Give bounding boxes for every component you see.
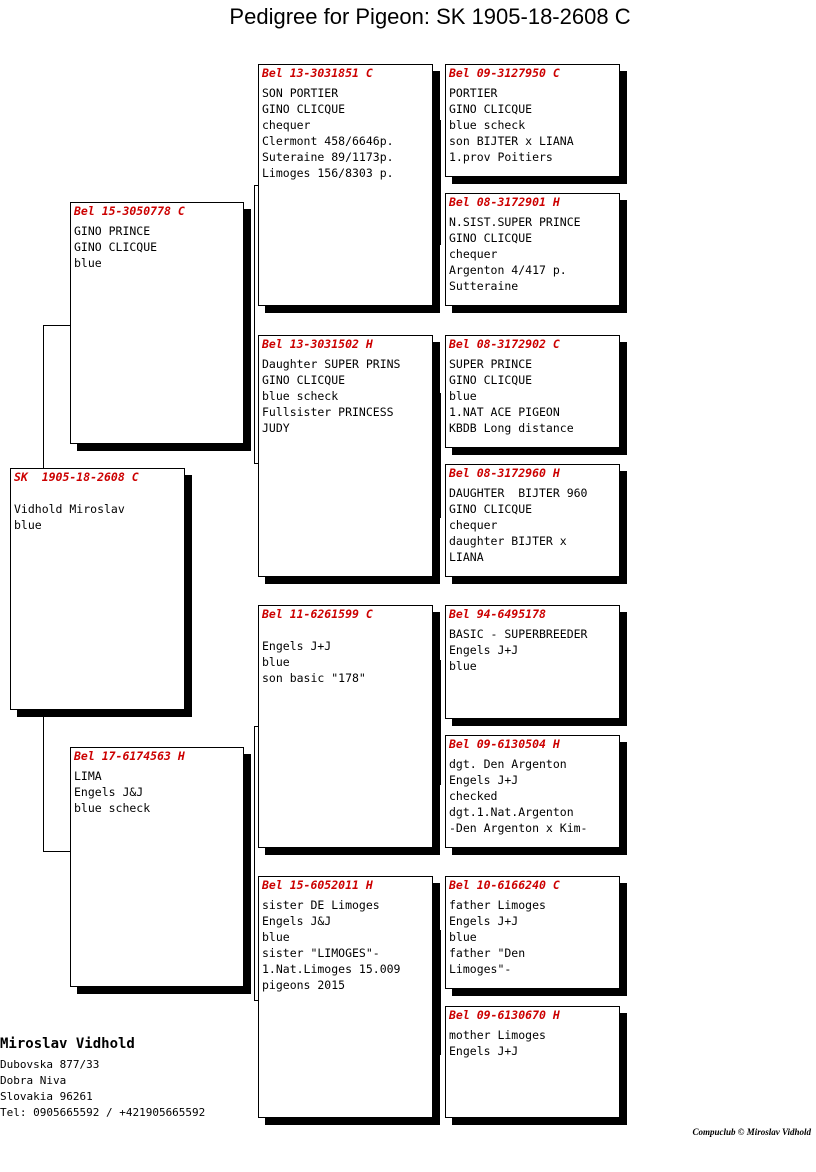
page-title: Pedigree for Pigeon: SK 1905-18-2608 C <box>229 4 631 29</box>
owner-address-line: Dubovska 877/33 <box>0 1058 100 1071</box>
pigeon-info-line: son basic "178" <box>262 671 366 685</box>
pigeon-info-line: Engels J&J <box>262 914 332 928</box>
subject-pigeon-card <box>10 468 185 710</box>
ring-number: Bel 15-6052011 H <box>262 878 373 892</box>
pigeon-info-line: chequer <box>449 518 498 532</box>
pigeon-info-line: Vidhold Miroslav <box>14 502 125 516</box>
grandparent-card <box>258 64 433 306</box>
pigeon-info-line: 1.prov Poitiers <box>449 150 553 164</box>
pigeon-info-line: Engels J+J <box>449 773 519 787</box>
pigeon-info-line: blue <box>449 930 477 944</box>
ring-number: Bel 09-3127950 C <box>449 66 560 80</box>
pigeon-info-line: Limoges"- <box>449 962 512 976</box>
pigeon-info-line: blue scheck <box>74 801 151 815</box>
pigeon-info-line: GINO CLICQUE <box>449 502 533 516</box>
connector-line <box>254 185 255 463</box>
great-grandparent-card <box>445 464 620 577</box>
pigeon-info-line: blue scheck <box>262 389 339 403</box>
owner-phone: Tel: 0905665592 / +421905665592 <box>0 1106 206 1119</box>
pigeon-info-line: blue <box>74 256 102 270</box>
connector-line <box>43 325 70 326</box>
great-grandparent-card <box>445 335 620 448</box>
pigeon-info-line: blue scheck <box>449 118 526 132</box>
pigeon-info-line: chequer <box>449 247 498 261</box>
connector-line <box>43 715 44 851</box>
grandparent-card <box>258 876 433 1118</box>
connector-line <box>440 120 441 245</box>
pigeon-info-line: checked <box>449 789 498 803</box>
pigeon-info-line: KBDB Long distance <box>449 421 574 435</box>
pigeon-info-line: GINO PRINCE <box>74 224 151 238</box>
ring-number: Bel 10-6166240 C <box>449 878 560 892</box>
ring-number: Bel 13-3031851 C <box>262 66 373 80</box>
pigeon-info-line: Engels J+J <box>262 639 332 653</box>
connector-line <box>440 393 441 518</box>
great-grandparent-card <box>445 64 620 177</box>
great-grandparent-card <box>445 193 620 306</box>
pigeon-info-line: father Limoges <box>449 898 546 912</box>
great-grandparent-card <box>445 605 620 719</box>
connector-line <box>254 726 255 1000</box>
pigeon-info-line: dgt. Den Argenton <box>449 757 567 771</box>
ring-number: Bel 08-3172960 H <box>449 466 560 480</box>
great-grandparent-card <box>445 735 620 848</box>
pigeon-info-line: mother Limoges <box>449 1028 546 1042</box>
pigeon-info-line: sister "LIMOGES"- <box>262 946 380 960</box>
pigeon-info-line: blue <box>262 655 290 669</box>
ring-number: Bel 11-6261599 C <box>262 607 373 621</box>
pigeon-info-line: GINO CLICQUE <box>74 240 158 254</box>
owner-block <box>0 1034 205 1121</box>
pigeon-info-line: blue <box>14 518 42 532</box>
owner-address-line: Dobra Niva <box>0 1074 67 1087</box>
pigeon-info-line: Limoges 156/8303 p. <box>262 166 394 180</box>
pigeon-info-line: Fullsister PRINCESS <box>262 405 394 419</box>
great-grandparent-card <box>445 1006 620 1118</box>
pigeon-info-line: GINO CLICQUE <box>449 102 533 116</box>
pigeon-info-line: JUDY <box>262 421 290 435</box>
pigeon-info-line: chequer <box>262 118 311 132</box>
ring-number: Bel 09-6130504 H <box>449 737 560 751</box>
footer-credit: Compuclub © Miroslav Vidhold <box>692 1127 811 1137</box>
pigeon-info-line: -Den Argenton x Kim- <box>449 821 588 835</box>
pigeon-info-line: Engels J+J <box>449 1044 519 1058</box>
pigeon-info-line: GINO CLICQUE <box>449 373 533 387</box>
pigeon-info-line: father "Den <box>449 946 526 960</box>
pigeon-info-line: blue <box>262 930 290 944</box>
pigeon-info-line: Sutteraine <box>449 279 519 293</box>
pigeon-info-line: BASIC - SUPERBREEDER <box>449 627 588 641</box>
pigeon-info-line: blue <box>449 389 477 403</box>
ring-number: Bel 09-6130670 H <box>449 1008 560 1022</box>
connector-line <box>43 851 70 852</box>
ring-number: Bel 13-3031502 H <box>262 337 373 351</box>
pigeon-info-line: dgt.1.Nat.Argenton <box>449 805 574 819</box>
sire-card <box>70 202 244 444</box>
owner-address-line: Slovakia 96261 <box>0 1090 93 1103</box>
pigeon-info-line: pigeons 2015 <box>262 978 346 992</box>
pigeon-info-line: Engels J+J <box>449 914 519 928</box>
pigeon-info-line: daughter BIJTER x <box>449 534 567 548</box>
ring-number: SK 1905-18-2608 C <box>14 470 139 484</box>
pigeon-info-line: Clermont 458/6646p. <box>262 134 394 148</box>
pigeon-info-line: sister DE Limoges <box>262 898 380 912</box>
pigeon-info-line: N.SIST.SUPER PRINCE <box>449 215 581 229</box>
pigeon-info-line: son BIJTER x LIANA <box>449 134 574 148</box>
pigeon-info-line: LIMA <box>74 769 102 783</box>
grandparent-card <box>258 605 433 848</box>
pigeon-info-line: GINO CLICQUE <box>449 231 533 245</box>
pigeon-info-line: GINO CLICQUE <box>262 373 346 387</box>
pigeon-info-line: PORTIER <box>449 86 498 100</box>
pigeon-info-line: Suteraine 89/1173p. <box>262 150 394 164</box>
pigeon-info-line: Daughter SUPER PRINS <box>262 357 401 371</box>
dam-card <box>70 747 244 987</box>
pigeon-info-line: SON PORTIER <box>262 86 339 100</box>
pigeon-info-line: Engels J+J <box>449 643 519 657</box>
pigeon-info-line: 1.NAT ACE PIGEON <box>449 405 560 419</box>
owner-name: Miroslav Vidhold <box>0 1036 135 1052</box>
pigeon-info-line: SUPER PRINCE <box>449 357 533 371</box>
connector-line <box>440 660 441 785</box>
pigeon-info-line: Engels J&J <box>74 785 144 799</box>
pigeon-info-line: GINO CLICQUE <box>262 102 346 116</box>
great-grandparent-card <box>445 876 620 989</box>
ring-number: Bel 15-3050778 C <box>74 204 185 218</box>
pigeon-info-line: LIANA <box>449 550 484 564</box>
ring-number: Bel 08-3172901 H <box>449 195 560 209</box>
ring-number: Bel 17-6174563 H <box>74 749 185 763</box>
ring-number: Bel 08-3172902 C <box>449 337 560 351</box>
ring-number: Bel 94-6495178 <box>449 607 546 621</box>
connector-line <box>43 325 44 468</box>
pigeon-info-line: DAUGHTER BIJTER 960 <box>449 486 588 500</box>
connector-line <box>440 930 441 1055</box>
pigeon-info-line: blue <box>449 659 477 673</box>
pigeon-info-line: 1.Nat.Limoges 15.009 <box>262 962 401 976</box>
grandparent-card <box>258 335 433 577</box>
pigeon-info-line: Argenton 4/417 p. <box>449 263 567 277</box>
